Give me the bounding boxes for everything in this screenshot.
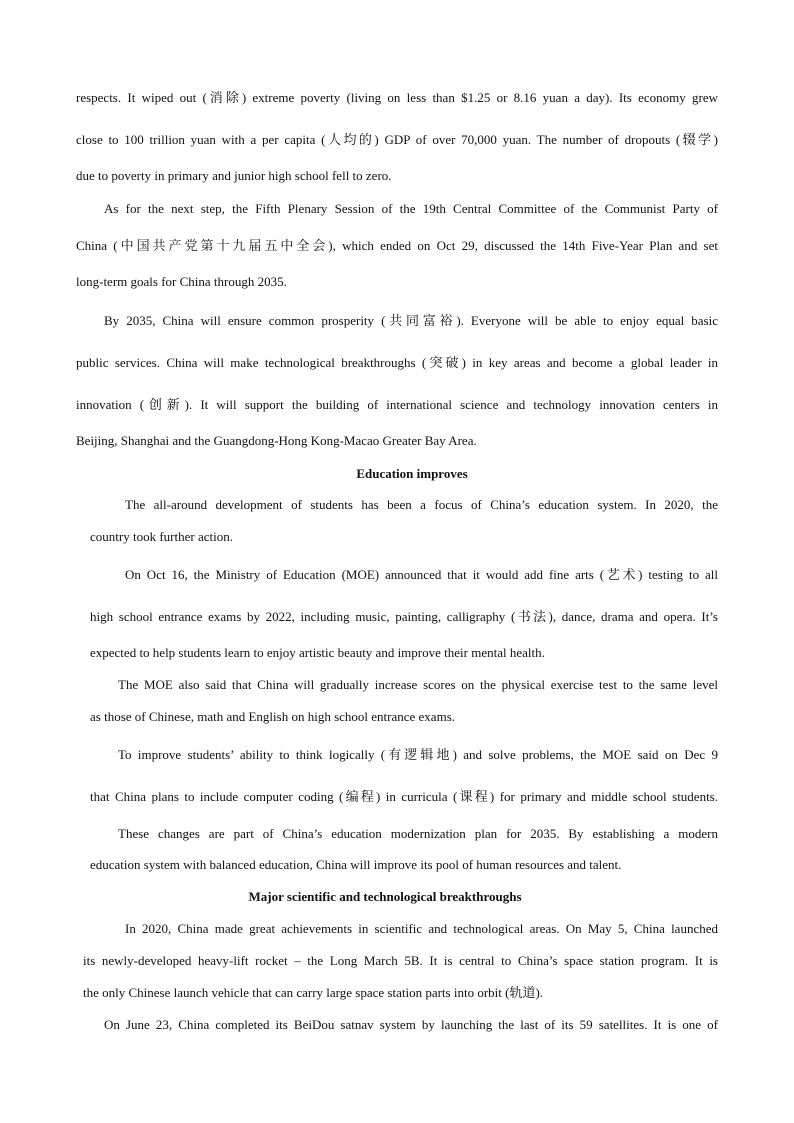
education-p4-line-1: To improve students’ ability to think logically (有逻辑地) and solve problems, the MOE said on Dec 9	[118, 747, 718, 762]
education-p5-line-2: education system with balanced education, China will improve its pool of human resources and talent.	[90, 857, 622, 872]
section-heading-education: Education improves	[356, 466, 468, 481]
science-p1-line-3: the only Chinese launch vehicle that can carry large space station parts into orbit (轨道).	[83, 985, 544, 1000]
paragraph-next-step-line-3: long-term goals for China through 2035.	[76, 274, 287, 289]
paragraph-intro-line-3: due to poverty in primary and junior high school fell to zero.	[76, 168, 392, 183]
science-p1-line-2: its newly-developed heavy-lift rocket – the Long March 5B. It is central to China’s space station program. It is	[83, 953, 718, 968]
paragraph-prosperity-line-1: By 2035, China will ensure common prosperity (共同富裕). Everyone will be able to enjoy equal basic	[104, 313, 718, 328]
education-p3-line-1: The MOE also said that China will gradually increase scores on the physical exercise test to the same level	[118, 677, 718, 692]
education-p2-line-2: high school entrance exams by 2022, including music, painting, calligraphy (书法), dance, drama and opera. It’s	[90, 609, 718, 624]
education-p5-line-1: These changes are part of China’s education modernization plan for 2035. By establishing a modern	[118, 826, 718, 841]
paragraph-intro-line-2: close to 100 trillion yuan with a per capita (人均的) GDP of over 70,000 yuan. The number of dropouts (辍学)	[76, 132, 718, 147]
education-p1-line-2: country took further action.	[90, 529, 233, 544]
education-p3-line-2: as those of Chinese, math and English on high school entrance exams.	[90, 709, 456, 724]
science-p1-line-1: In 2020, China made great achievements in scientific and technological areas. On May 5, China launched	[125, 921, 718, 936]
paragraph-next-step-line-2: China (中国共产党第十九届五中全会), which ended on Oct 29, discussed the 14th Five-Year Plan and set	[76, 238, 718, 253]
education-p1-line-1: The all-around development of students has been a focus of China’s education system. In 2020, the	[125, 497, 718, 512]
paragraph-prosperity-line-2: public services. China will make technological breakthroughs (突破) in key areas and become a global leader in	[76, 355, 718, 370]
science-p2-line-1: On June 23, China completed its BeiDou satnav system by launching the last of its 59 satellites. It is one of	[104, 1017, 718, 1032]
education-p4-line-2: that China plans to include computer coding (编程) in curricula (课程) for primary and middle school students.	[90, 789, 718, 804]
section-heading-science: Major scientific and technological breakthroughs	[248, 889, 522, 904]
education-p2-line-1: On Oct 16, the Ministry of Education (MOE) announced that it would add fine arts (艺术) testing to all	[125, 567, 718, 582]
paragraph-prosperity-line-3: innovation (创新). It will support the building of international science and technology innovation centers in	[76, 397, 718, 412]
paragraph-intro-line-1: respects. It wiped out (消除) extreme poverty (living on less than $1.25 or 8.16 yuan a day). Its economy grew	[76, 90, 718, 105]
paragraph-next-step-line-1: As for the next step, the Fifth Plenary Session of the 19th Central Committee of the Communist Party of	[104, 201, 718, 216]
paragraph-prosperity-line-4: Beijing, Shanghai and the Guangdong-Hong Kong-Macao Greater Bay Area.	[76, 433, 477, 448]
education-p2-line-3: expected to help students learn to enjoy artistic beauty and improve their mental health.	[90, 645, 545, 660]
